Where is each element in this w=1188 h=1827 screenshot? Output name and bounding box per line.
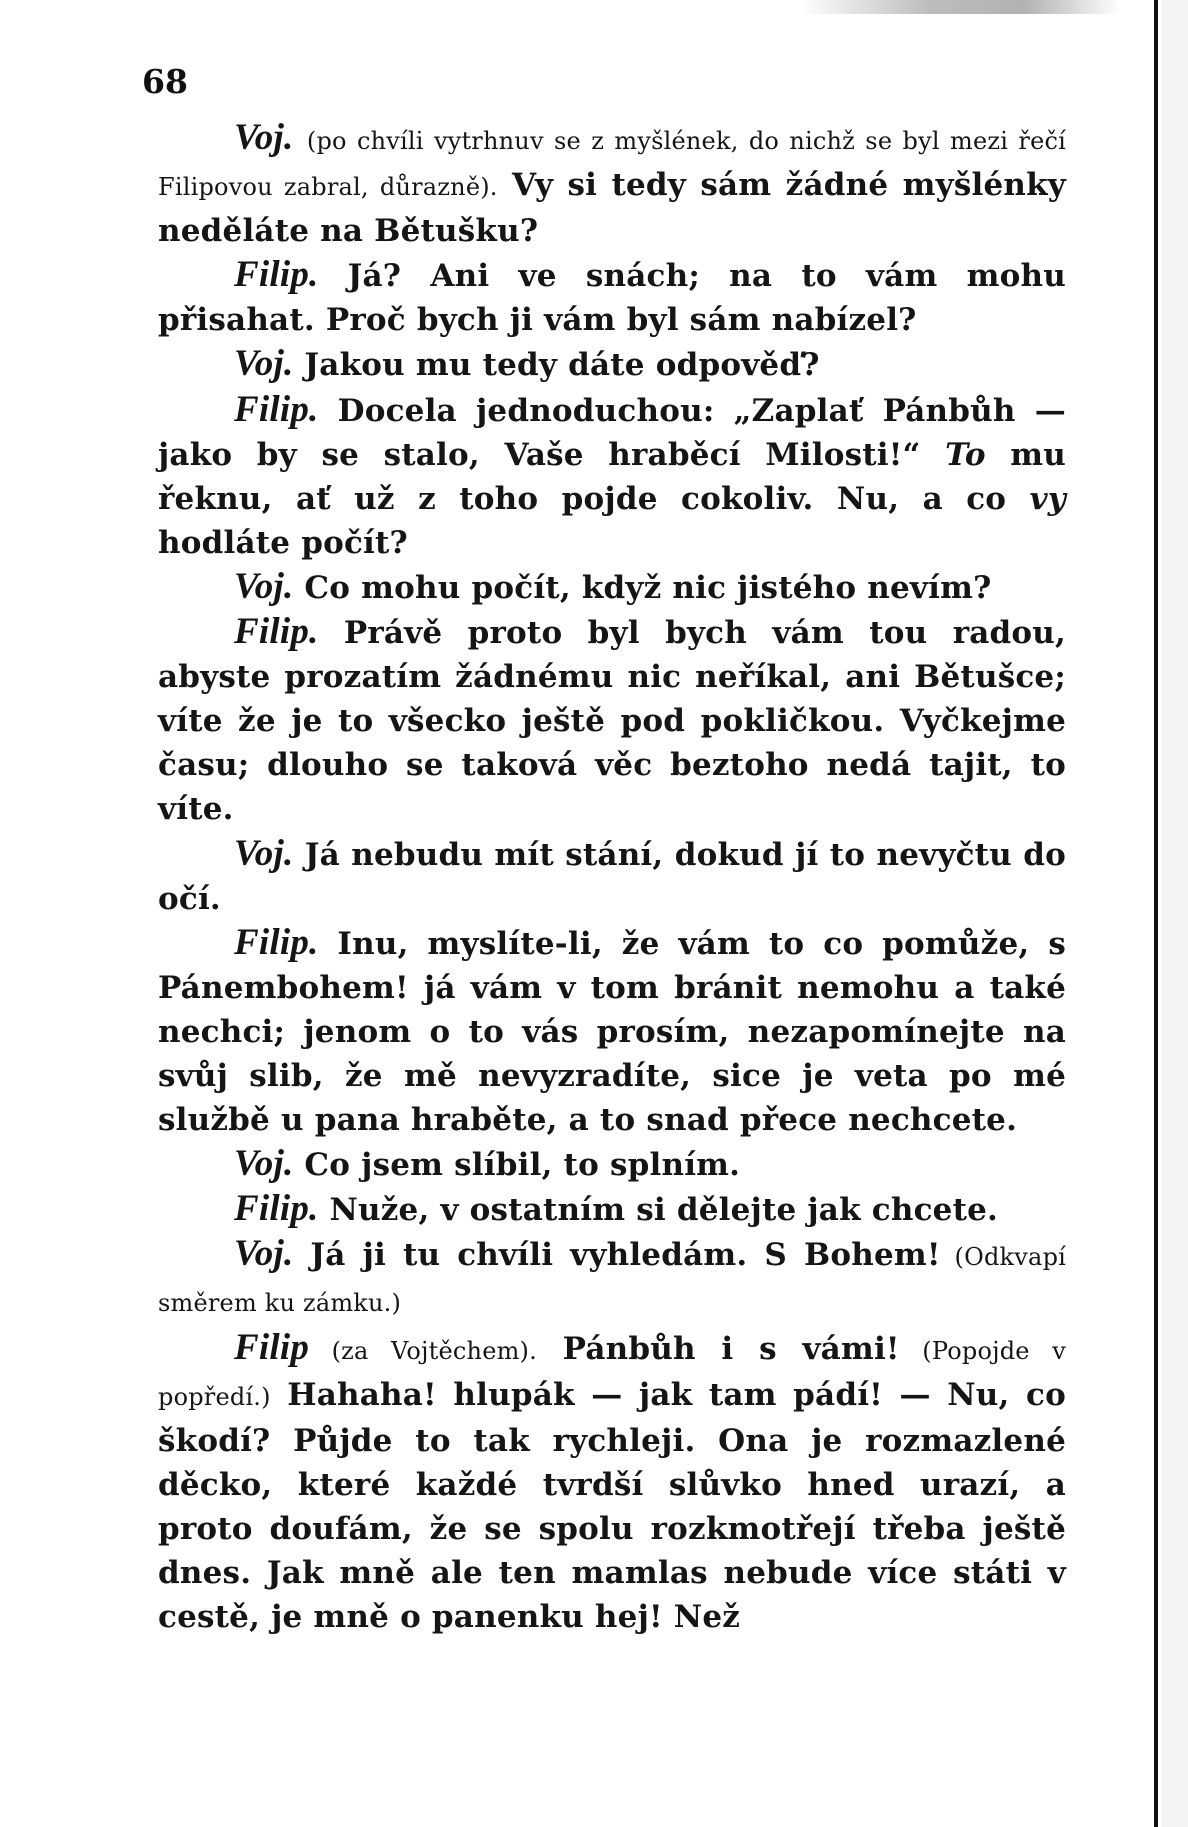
speaker-name: Voj. bbox=[234, 343, 294, 385]
stage-direction: (po chvíli vytrhnuv se z myšlének, do nichž se byl mezi řečí Filipovou zabral, důrazně). bbox=[158, 127, 1066, 202]
paragraph bbox=[158, 921, 1066, 1142]
stage-direction: (Odkvapí směrem ku zámku.) bbox=[158, 1243, 1067, 1318]
dialogue-text: mu řeknu, ať už z toho pojde cokoliv. Nu, a co bbox=[158, 436, 1066, 517]
scan-margin bbox=[1162, 0, 1188, 1827]
paragraph bbox=[158, 116, 1066, 253]
speaker-name: Voj. bbox=[234, 1143, 294, 1185]
paragraph bbox=[158, 253, 1066, 342]
dialogue-text: Jakou mu tedy dáte odpověď? bbox=[293, 347, 820, 384]
paragraph bbox=[158, 565, 1066, 610]
paragraph bbox=[158, 1326, 1066, 1640]
emphasis-text: To bbox=[945, 436, 986, 473]
dialogue-text: Vy si tedy sám žádné myšlénky neděláte na Bětušku? bbox=[158, 167, 1066, 250]
scan-smudge bbox=[800, 0, 1120, 14]
paragraph bbox=[158, 1187, 1066, 1232]
speaker-name: Voj. bbox=[234, 565, 294, 607]
paragraph bbox=[158, 342, 1066, 387]
paragraph bbox=[158, 1232, 1066, 1325]
paragraph bbox=[158, 1142, 1066, 1187]
stage-direction: (Popojde v popředí.) bbox=[158, 1336, 1066, 1411]
page-number: 68 bbox=[142, 62, 188, 101]
paragraph bbox=[158, 610, 1066, 831]
play-text bbox=[158, 116, 1066, 1639]
dialogue-text: Docela jednoduchou: „Zaplať Pánbůh — jako by se stalo, Vaše hraběcí Milosti!“ bbox=[158, 392, 1066, 473]
dialogue-text: Právě proto byl bych vám tou radou, abyste prozatím žádnému nic neříkal, ani Bětušce; víte že je to všecko ještě pod pokličkou. Vyčkejme času; dlouho se taková věc beztoho nedá tajit, to víte. bbox=[158, 615, 1066, 828]
speaker-name: Voj. bbox=[234, 832, 294, 874]
speaker-name: Voj. bbox=[234, 117, 294, 158]
dialogue-text: Já? Ani ve snách; na to vám mohu přisahat. Proč bych ji vám byl sám nabízel? bbox=[158, 258, 1066, 339]
paragraph bbox=[158, 832, 1066, 921]
dialogue-text: Inu, myslíte-li, že vám to co pomůže, s Pánembohem! já vám v tom bránit nemohu a také nechci; jenom o to vás prosím, nezapomínejte na svůj slib, že mě nevyzradíte, sice je veta po mé službě u pana hraběte, a to snad přece nechcete. bbox=[158, 925, 1066, 1139]
dialogue-text: Já ji tu chvíli vyhledám. S Bohem! bbox=[293, 1237, 941, 1274]
dialogue-text: Hahaha! hlupák — jak tam pádí! — Nu, co škodí? Půjde to tak rychleji. Ona je rozmazlené děcko, které každé tvrdší slůvko hned urazí, a proto doufám, že se spolu rozkmotřejí třeba ještě dnes. Jak mně ale ten mamlas nebude více státi v cestě, je mně o panenku hej! Než bbox=[158, 1376, 1066, 1636]
speaker-name: Voj. bbox=[234, 1233, 294, 1275]
speaker-name: Filip. bbox=[234, 921, 319, 963]
speaker-name: Filip. bbox=[234, 388, 319, 430]
dialogue-text: Co jsem slíbil, to splním. bbox=[293, 1147, 741, 1184]
speaker-name: Filip. bbox=[234, 254, 319, 296]
dialogue-text: Pánbůh i s vámi! bbox=[536, 1330, 900, 1367]
dialogue-text: Já nebudu mít stání, dokud jí to nevyčtu do očí. bbox=[158, 836, 1066, 917]
speaker-name: Filip. bbox=[234, 611, 319, 653]
dialogue-text: hodláte počít? bbox=[158, 524, 408, 561]
speaker-name: Filip bbox=[234, 1326, 310, 1368]
dialogue-text: Nuže, v ostatním si dělejte jak chcete. bbox=[318, 1192, 999, 1229]
paragraph bbox=[158, 388, 1066, 565]
emphasis-text: vy bbox=[1029, 480, 1066, 517]
speaker-name: Filip. bbox=[234, 1188, 319, 1230]
dialogue-text: Co mohu počít, když nic jistého nevím? bbox=[293, 569, 992, 606]
stage-direction: (za Vojtěchem). bbox=[309, 1336, 537, 1365]
